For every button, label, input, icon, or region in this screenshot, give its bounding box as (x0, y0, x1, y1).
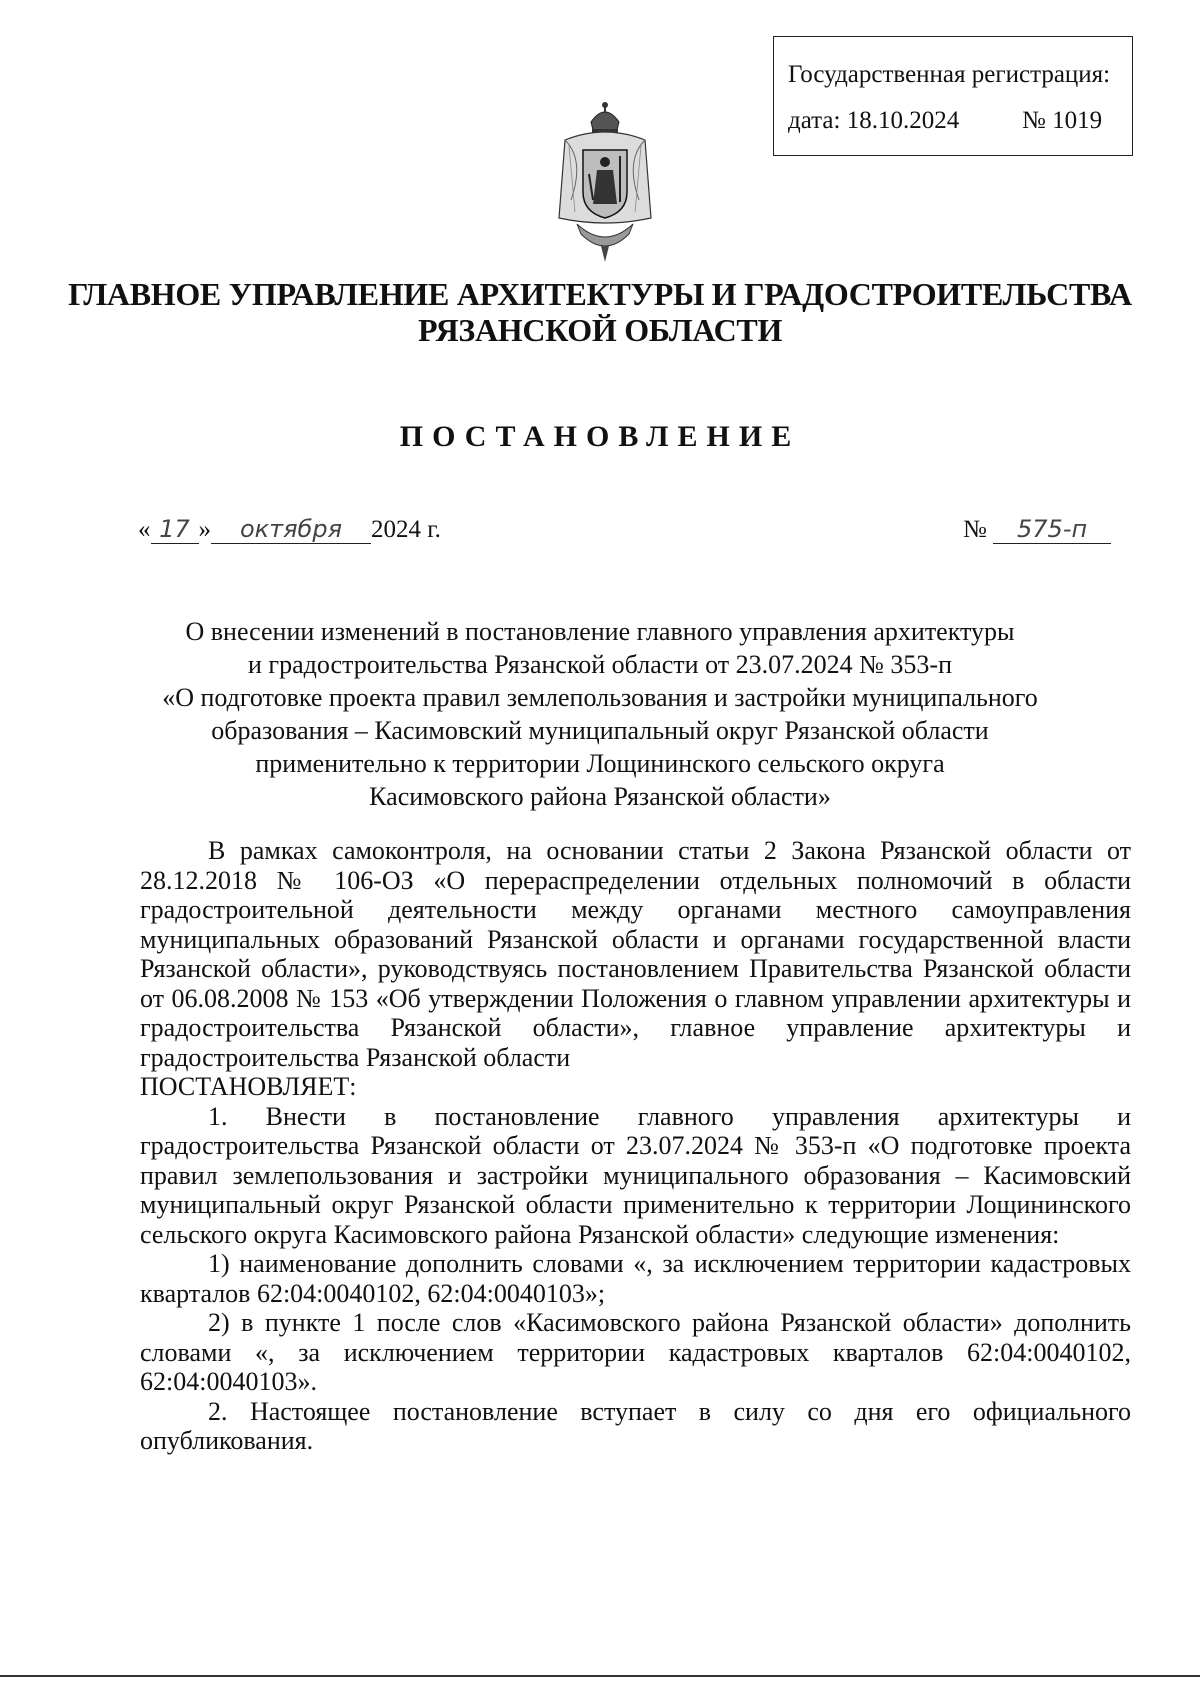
resolves-heading: ПОСТАНОВЛЯЕТ: (140, 1072, 357, 1101)
date-day-handwritten: 17 (151, 515, 199, 544)
item-1-paragraph: 1. Внести в постановление главного управления архитектуры и градостроительства Рязанской области от 23.07.2024 № 353-п «О подготовке проекта правил землепользования и застройки муниципального образования – Касимовский муниципальный округ Рязанской области применительно к территории Лощининского сельского округа Касимовского района Рязанской области» следующие изменения: (140, 1101, 1131, 1249)
registration-stamp (773, 36, 1133, 156)
document-subject (130, 615, 1070, 813)
subject-line: «О подготовке проекта правил землепользования и застройки муниципального (162, 683, 1038, 712)
subject-line: Касимовского района Рязанской области» (369, 782, 831, 811)
organization-name-line1: ГЛАВНОЕ УПРАВЛЕНИЕ АРХИТЕКТУРЫ И ГРАДОСТРОИТЕЛЬСТВА (68, 276, 1132, 312)
date-close-quote: » (198, 516, 211, 543)
organization-name-line2: РЯЗАНСКОЙ ОБЛАСТИ (417, 312, 783, 348)
registration-date: дата: 18.10.2024 (788, 107, 960, 134)
preamble-paragraph: В рамках самоконтроля, на основании статьи 2 Закона Рязанской области от 28.12.2018 № 106-ОЗ «О перераспределении отдельных полномочий в области градостроительной деятельности между органами местного самоуправления муниципальных образований Рязанской области и органами государственной власти Рязанской области», руководствуясь постановлением Правительства Рязанской области от 06.08.2008 № 153 «Об утверждении Положения о главном управлении архитектуры и градостроительства Рязанской области», главное управление архитектуры и градостроительства Рязанской области (140, 836, 1131, 1072)
ryazan-coat-of-arms-icon (555, 100, 655, 265)
date-year: 2024 г. (371, 516, 441, 543)
number-handwritten: 575-п (993, 515, 1111, 544)
page-bottom-rule (0, 1675, 1200, 1677)
date-month-handwritten: октября (211, 515, 371, 544)
registration-number: № 1019 (1022, 107, 1103, 134)
document-date (138, 514, 441, 546)
item-1-1-paragraph: 1) наименование дополнить словами «, за исключением территории кадастровых кварталов 62:04:0040102, 62:04:0040103»; (140, 1249, 1131, 1308)
item-2-paragraph: 2. Настоящее постановление вступает в силу со дня его официального опубликования. (140, 1396, 1131, 1455)
subject-line: образования – Касимовский муниципальный округ Рязанской области (211, 716, 989, 745)
registration-title: Государственная регистрация: (788, 61, 1111, 88)
document-number (963, 514, 1111, 546)
document-type-title: ПОСТАНОВЛЕНИЕ (399, 420, 801, 453)
subject-line: применительно к территории Лощининского сельского округа (255, 749, 945, 778)
document-body (140, 836, 1131, 1456)
subject-line: О внесении изменений в постановление главного управления архитектуры (185, 617, 1015, 646)
item-1-2-paragraph: 2) в пункте 1 после слов «Касимовского района Рязанской области» дополнить словами «, за исключением территории кадастровых кварталов 62:04:0040102, 62:04:0040103». (140, 1308, 1131, 1396)
number-prefix: № (963, 516, 987, 543)
subject-line: и градостроительства Рязанской области от 23.07.2024 № 353-п (248, 650, 952, 679)
date-open-quote: « (138, 516, 151, 543)
